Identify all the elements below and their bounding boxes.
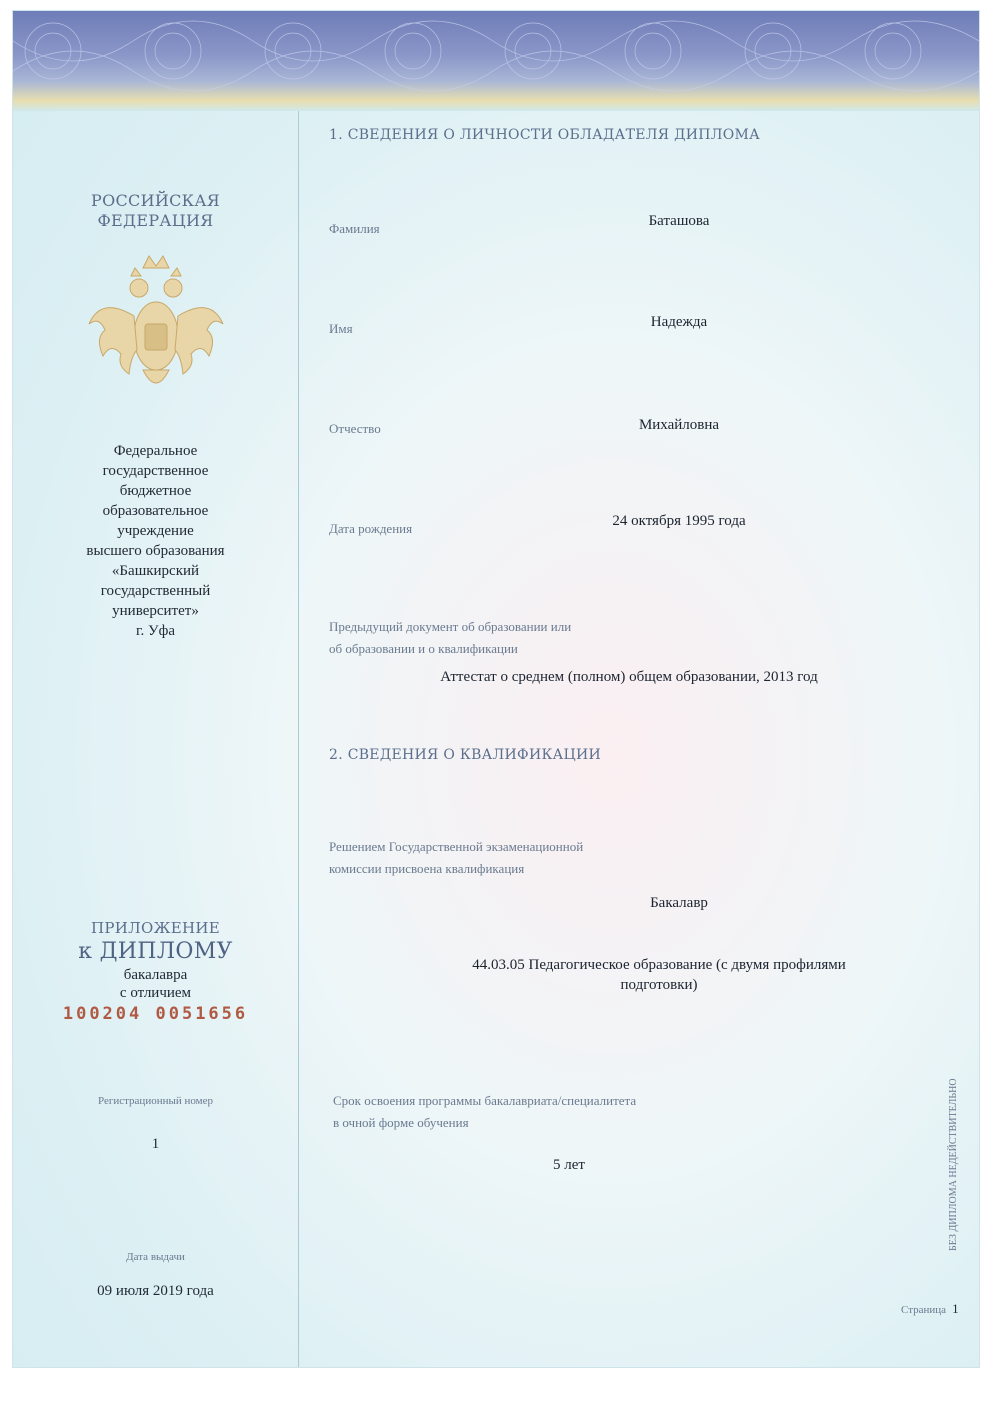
degree-text: бакалавра [123,967,188,983]
university-line: высшего образования [86,543,225,559]
guilloche-header-band [13,11,979,111]
university-line: образовательное [102,503,209,519]
appendix-diploma: к ДИПЛОМУ [78,939,233,964]
decision-label: комиссии присвоена квалификация [329,861,525,876]
dob-value: 24 октября 1995 года [612,513,746,529]
prev-doc-label: Предыдущий документ об образовании или [329,619,572,634]
degree-level [13,966,298,1002]
registration-value: 1 [151,1136,160,1152]
left-panel [13,111,298,1367]
appendix-title: ПРИЛОЖЕНИЕ [91,919,220,937]
vertical-note [948,1021,968,1251]
page-label: Страница [901,1304,947,1316]
page-number-value: 1 [952,1301,959,1316]
prev-doc-label: об образовании и о квалификации [329,641,518,656]
university-line: университет» [112,603,199,619]
university-line: государственный [100,583,211,599]
double-headed-eagle-icon [81,246,231,405]
name-label: Имя [329,321,353,336]
registration-label: Регистрационный номер [97,1095,214,1107]
section-1-title: 1. СВЕДЕНИЯ О ЛИЧНОСТИ ОБЛАДАТЕЛЯ ДИПЛОМА [329,127,761,143]
issue-date-label: Дата выдачи [126,1251,185,1263]
patronymic-value: Михайловна [638,417,720,433]
term-value: 5 лет [553,1157,585,1173]
dob-label: Дата рождения [329,521,413,536]
term-label: Срок освоения программы бакалавриата/специалитета [333,1093,637,1108]
page-number [901,1301,959,1317]
prev-doc-value: Аттестат о среднем (полном) общем образовании, 2013 год [440,669,818,685]
university-line: г. Уфа [136,623,175,639]
program-value [399,955,919,995]
university-line: государственное [102,463,209,479]
university-line: «Башкирский [111,563,200,579]
diploma-appendix-page [12,10,980,1368]
surname-label: Фамилия [329,221,380,236]
country-line: ФЕДЕРАЦИЯ [97,211,214,230]
issue-date-value: 09 июля 2019 года [97,1283,214,1299]
section-2-title: 2. СВЕДЕНИЯ О КВАЛИФИКАЦИИ [329,747,602,763]
honors-text: с отличием [119,985,192,1001]
university-line: учреждение [117,523,194,539]
serial-number: 100204 0051656 [62,1004,249,1024]
program-line: подготовки) [620,977,698,993]
country-line: РОССИЙСКАЯ [91,191,220,210]
university-line: бюджетное [119,483,192,499]
vertical-note-text: БЕЗ ДИПЛОМА НЕДЕЙСТВИТЕЛЬНО [948,1078,959,1251]
country-name [13,191,298,231]
patronymic-label: Отчество [329,421,381,436]
surname-value: Баташова [648,213,710,229]
university-line: Федеральное [113,443,198,459]
qualification-value: Бакалавр [650,895,708,911]
decision-label: Решением Государственной экзаменационной [329,839,584,854]
term-label: в очной форме обучения [333,1115,469,1130]
name-value: Надежда [650,314,708,330]
university-name [43,441,268,641]
program-line: 44.03.05 Педагогическое образование (с двумя профилями [472,957,846,973]
guilloche-pattern-icon [13,11,979,111]
right-panel [299,111,979,1367]
